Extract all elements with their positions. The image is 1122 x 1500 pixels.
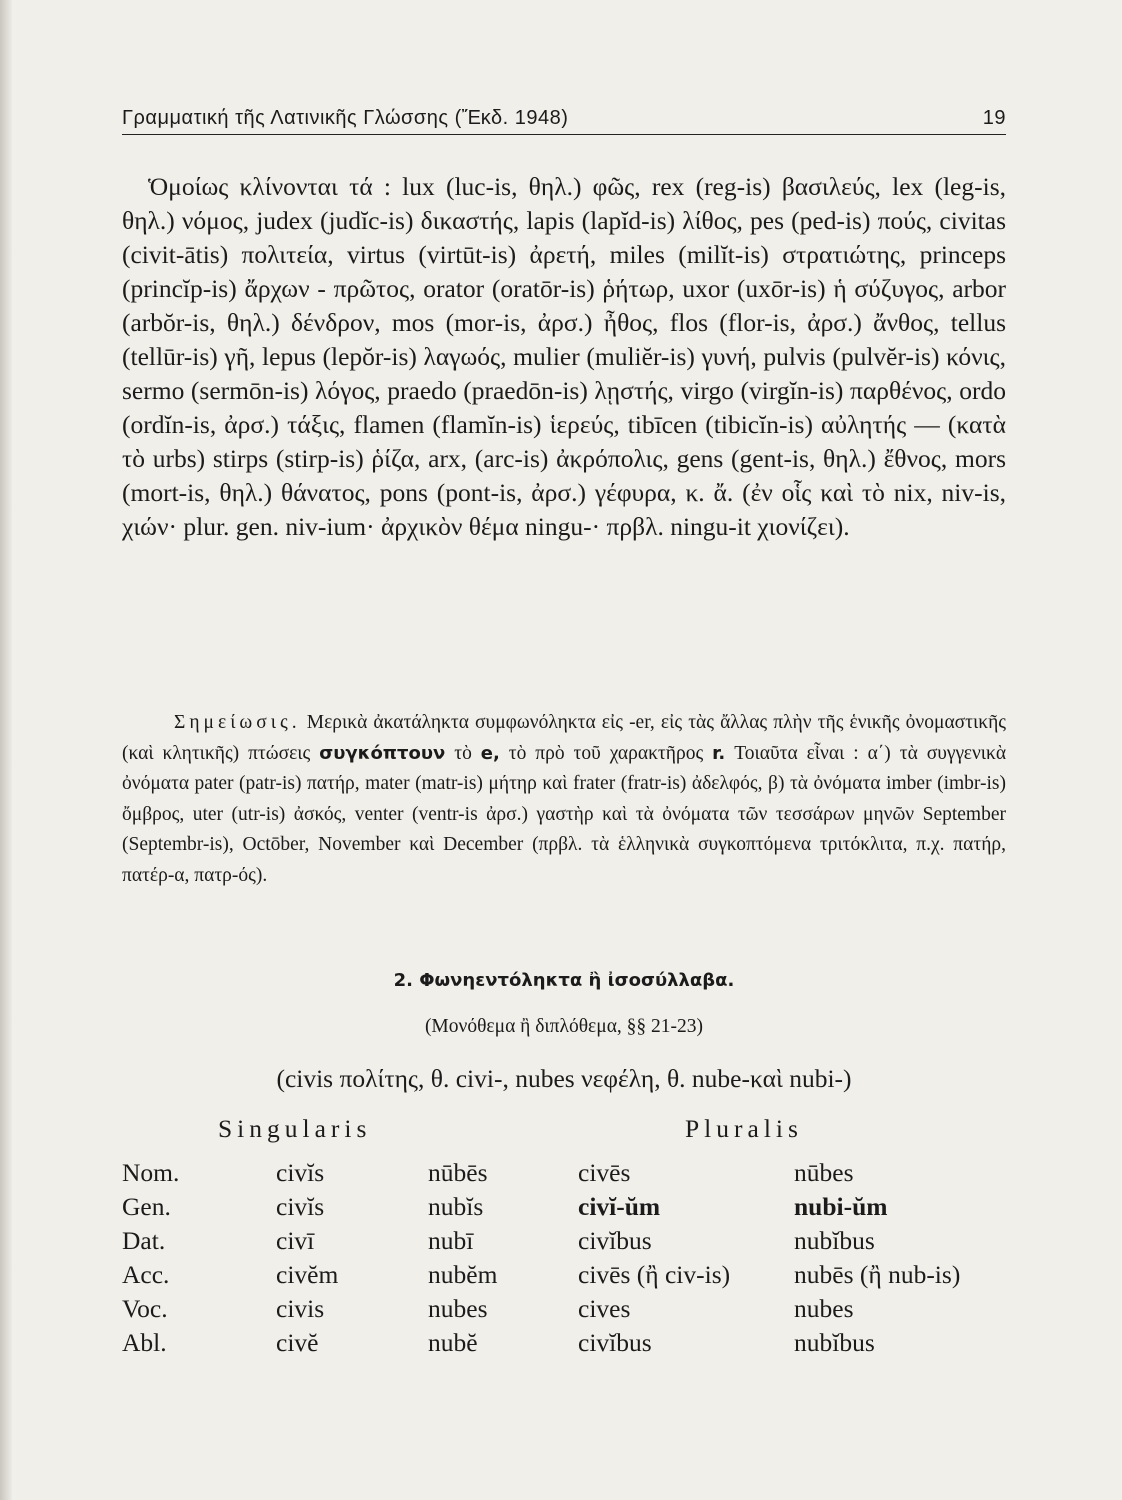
plural-civis: civĭbus (578, 1226, 652, 1255)
note-text-2: τὸ (454, 742, 472, 764)
singular-civis: civĭs (276, 1158, 325, 1187)
singular-nubes: nūbēs (428, 1158, 488, 1187)
declension-table (122, 1158, 1006, 1362)
table-row (122, 1328, 1006, 1362)
singular-heading: Singularis (218, 1114, 372, 1143)
case-label: Voc. (122, 1294, 168, 1323)
page-edge-shadow (0, 0, 12, 1500)
plural-civis: cives (578, 1294, 631, 1323)
note-text-4: Τοιαῦτα εἶναι : α΄) τὰ συγγενικὰ ὀνόματα pater (patr-is) πατήρ, mater (matr-is) μήτηρ καὶ frater (fratr-is) ἀδελφός, β) τὰ ὀνόματα imber (imbr-is) ὄμβρος, uter (utr-is) ἀσκός, venter (ventr-is ἀρσ.) γαστὴρ καὶ τὰ ὀνόματα τῶν τεσσάρων μηνῶν September (Septembr-is), Octōber, November καὶ December (πρβλ. τὰ ἑλληνικὰ συγκοπτόμενα τριτόκλιτα, π.χ. πατήρ, πατέρ-α, πατρ-ός). (122, 742, 1007, 886)
plural-civis: civĭbus (578, 1328, 652, 1357)
singular-nubes: nubĕm (428, 1260, 498, 1289)
plural-nubes: nubes (794, 1294, 854, 1323)
plural-nubes: nubēs (ἢ nub-is) (794, 1260, 961, 1289)
section-title: 2. Φωνηεντόληκτα ἢ ἰσοσύλλαβα. (393, 970, 735, 991)
singular-civis: civĕ (276, 1328, 319, 1357)
section-example: (civis πολίτης, θ. civi-, nubes νεφέλη, θ. nube-καὶ nubi-) (276, 1064, 852, 1093)
plural-civis: civĭ-ŭm (578, 1192, 661, 1221)
case-label: Acc. (122, 1260, 170, 1289)
table-row (122, 1294, 1006, 1328)
note-paragraph (122, 708, 1006, 891)
plural-nubes: nubĭbus (794, 1226, 875, 1255)
singular-civis: civī (276, 1226, 315, 1255)
case-label: Nom. (122, 1158, 180, 1187)
note-text-1: Μερικὰ ἀκατάληκτα συμφωνόληκτα εἰς -er, εἰς τὰς ἄλλας πλὴν τῆς ἑνικῆς ὀνομαστικῆς (καὶ κλητικῆς) πτώσεις (122, 712, 1006, 764)
note-bold-1: συγκόπτουν (319, 742, 446, 764)
section-subtitle: (Μονόθεμα ἢ διπλόθεμα, §§ 21-23) (424, 1016, 704, 1037)
plural-nubes: nubĭbus (794, 1328, 875, 1357)
running-title: Γραμματική τῆς Λατινικῆς Γλώσσης (Ἔκδ. 1948) (122, 107, 569, 129)
plural-nubes: nūbes (794, 1158, 854, 1187)
table-row (122, 1158, 1006, 1192)
singular-civis: civĕm (276, 1260, 339, 1289)
note-text-3: τὸ πρὸ τοῦ χαρακτῆρος (508, 742, 704, 764)
note-label: Σημείωσις. (174, 712, 301, 733)
singular-civis: civĭs (276, 1192, 325, 1221)
plural-heading: Pluralis (685, 1114, 803, 1143)
singular-nubes: nubĭs (428, 1192, 484, 1221)
table-row (122, 1226, 1006, 1260)
page-number: 19 (982, 107, 1006, 129)
note-bold-2: e, (480, 742, 500, 764)
plural-civis: civēs (ἢ civ-is) (578, 1260, 731, 1289)
running-header (122, 100, 1006, 135)
note-bold-3: r. (712, 742, 726, 764)
plural-civis: civēs (578, 1158, 631, 1187)
singular-nubes: nubes (428, 1294, 488, 1323)
singular-nubes: nubĕ (428, 1328, 478, 1357)
case-label: Abl. (122, 1328, 167, 1357)
singular-nubes: nubī (428, 1226, 474, 1255)
table-row (122, 1192, 1006, 1226)
table-row (122, 1260, 1006, 1294)
case-label: Dat. (122, 1226, 166, 1255)
case-label: Gen. (122, 1192, 171, 1221)
main-paragraph: Ὁμοίως κλίνονται τά : lux (luc-is, θηλ.) φῶς, rex (reg-is) βασιλεύς, lex (leg-is, θηλ.) νόμος, judex (judĭc-is) δικαστής, lapis (lapĭd-is) λίθος, pes (ped-is) πούς, civitas (civit-ātis) πολιτεία, virtus (virtūt-is) ἀρετή, miles (milĭt-is) στρατιώτης, princeps (princĭp-is) ἄρχων - πρῶτος, orator (oratōr-is) ῥήτωρ, uxor (uxōr-is) ἡ σύζυγος, arbor (arbŏr-is, θηλ.) δένδρον, mos (mor-is, ἀρσ.) ἦθος, flos (flor-is, ἀρσ.) ἄνθος, tellus (tellūr-is) γῆ, lepus (lepŏr-is) λαγωός, mulier (muliĕr-is) γυνή, pulvis (pulvĕr-is) κόνις, sermo (sermōn-is) λόγος, praedo (praedōn-is) λῃστής, virgo (virgĭn-is) παρθένος, ordo (ordĭn-is, ἀρσ.) τάξις, flamen (flamĭn-is) ἱερεύς, tibīcen (tibicĭn-is) αὐλητής — (κατὰ τὸ urbs) stirps (stirp-is) ῥίζα, arx, (arc-is) ἀκρόπολις, gens (gent-is, θηλ.) ἔθνος, mors (mort-is, θηλ.) θάνατος, pons (pont-is, ἀρσ.) γέφυρα, κ. ἄ. (ἐν οἷς καὶ τὸ nix, niv-is, χιών· plur. gen. niv-ium· ἀρχικὸν θέμα ningu-· πρβλ. ningu-it χιονίζει). (122, 172, 1006, 541)
plural-nubes: nubi-ŭm (794, 1192, 888, 1221)
singular-civis: civis (276, 1294, 325, 1323)
